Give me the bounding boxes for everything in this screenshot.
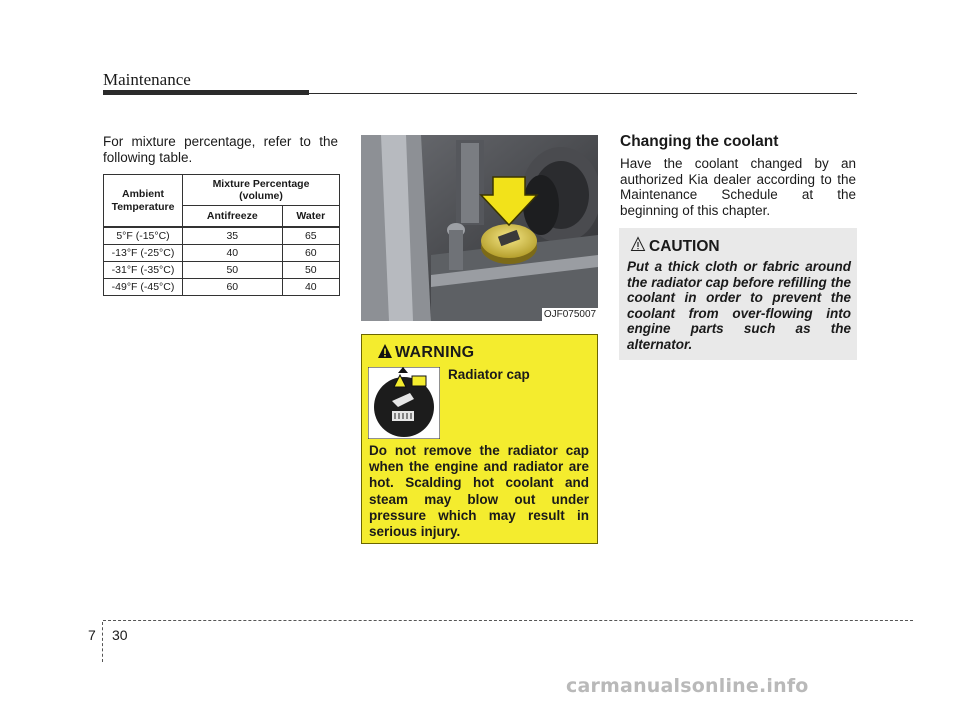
cell-water: 40 — [282, 279, 339, 296]
caution-triangle-icon — [630, 236, 646, 252]
cell-antifreeze: 40 — [183, 245, 283, 262]
radiator-cap-photo — [361, 135, 598, 321]
warning-triangle-icon — [377, 343, 393, 359]
cell-antifreeze: 50 — [183, 262, 283, 279]
page-header-title: Maintenance — [103, 70, 191, 89]
cell-water: 60 — [282, 245, 339, 262]
engine-bay-illustration — [361, 135, 598, 321]
table-header-water: Water — [282, 206, 339, 228]
chapter-number: 7 — [88, 627, 96, 643]
cell-antifreeze: 35 — [183, 227, 283, 245]
cell-water: 50 — [282, 262, 339, 279]
section-body: Have the coolant changed by an authorized Kia dealer according to the Maintenance Schedule at the beginning of this chapter. — [620, 156, 856, 218]
footer-rule — [103, 620, 913, 621]
table-header-ambient: Ambient Temperature — [104, 175, 183, 228]
table-row — [104, 227, 340, 245]
cell-temp: -13°F (-25°C) — [104, 245, 183, 262]
cell-temp: -49°F (-45°C) — [104, 279, 183, 296]
watermark: carmanualsonline.info — [566, 675, 809, 697]
radiator-cap-warning-icon — [368, 367, 440, 439]
section-title: Changing the coolant — [620, 133, 779, 150]
warning-text: Do not remove the radiator cap when the engine and radiator are hot. Scalding hot coolant and steam may blow out under pressure which may result in serious injury. — [369, 443, 589, 540]
table-row — [104, 245, 340, 262]
footer-vertical-rule — [102, 622, 103, 662]
warning-title: WARNING — [395, 344, 475, 361]
table-row — [104, 279, 340, 296]
cell-antifreeze: 60 — [183, 279, 283, 296]
cell-temp: -31°F (-35°C) — [104, 262, 183, 279]
caution-title: CAUTION — [649, 238, 720, 255]
header-rule-thick — [103, 90, 309, 95]
table-header-antifreeze: Antifreeze — [183, 206, 283, 228]
cell-temp: 5°F (-15°C) — [104, 227, 183, 245]
mixture-table-body — [103, 174, 340, 296]
table-header-mixture: Mixture Percentage (volume) — [183, 175, 340, 206]
caution-text: Put a thick cloth or fabric around the radiator cap before refilling the coolant in order to prevent the coolant from over-flowing into engine parts such as the alternator. — [627, 259, 851, 352]
header-rule-thin — [309, 93, 857, 94]
intro-text: For mixture percentage, refer to the following table. — [103, 134, 338, 165]
cell-water: 65 — [282, 227, 339, 245]
table-row — [104, 262, 340, 279]
page-number: 30 — [112, 627, 128, 643]
photo-caption: OJF075007 — [543, 309, 597, 320]
radiator-cap-label: Radiator cap — [448, 367, 530, 382]
